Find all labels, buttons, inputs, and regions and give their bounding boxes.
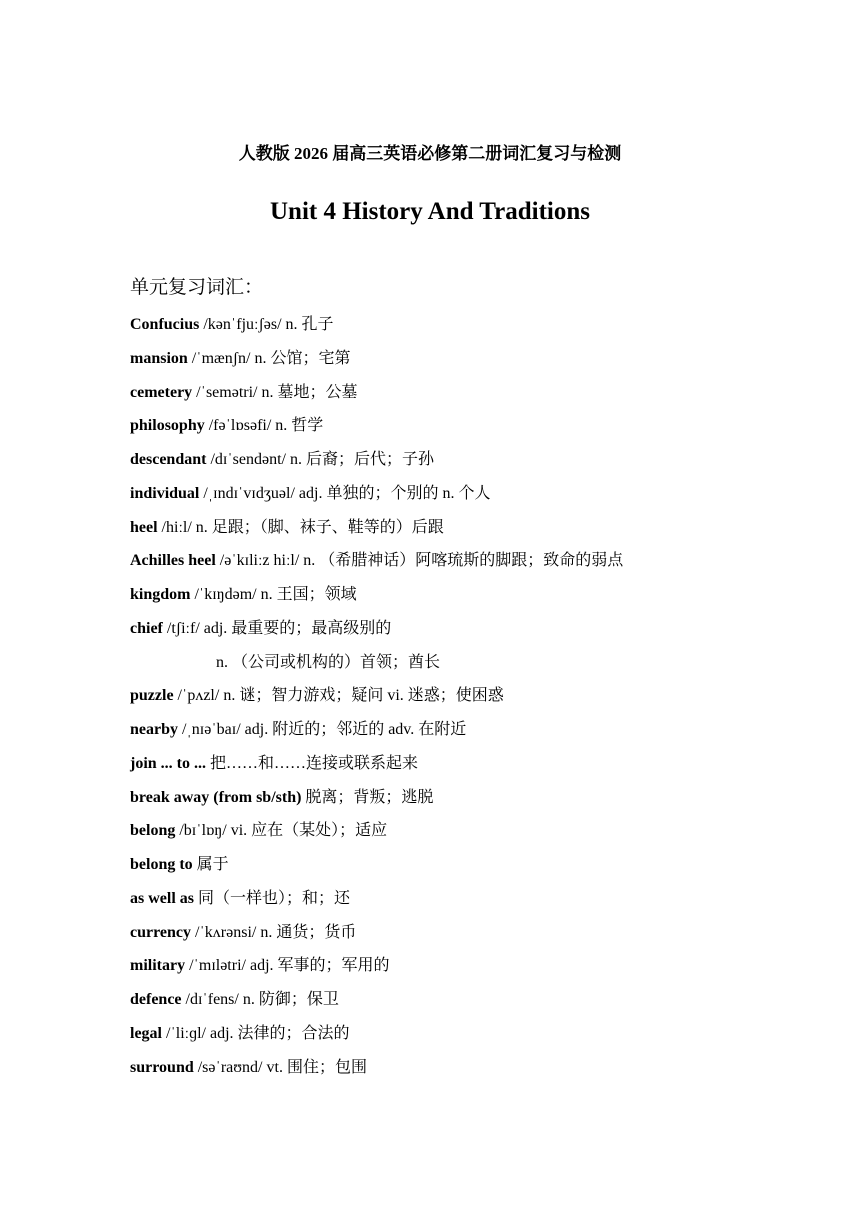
vocab-word: philosophy (130, 417, 205, 435)
vocab-entry (130, 516, 830, 550)
vocab-entry (130, 583, 830, 617)
vocab-entry (130, 448, 830, 482)
vocab-word: military (130, 957, 186, 975)
vocab-entry (130, 381, 830, 415)
vocab-entry (130, 853, 830, 887)
vocab-entry (130, 954, 830, 988)
vocab-word: nearby (130, 721, 178, 738)
vocab-entry (130, 482, 830, 516)
vocab-definition: 同（一样也）；和；还 (194, 889, 351, 907)
vocab-definition: /ˌɪndɪˈvɪdʒuəl/ adj. 单独的；个别的 n. 个人 (199, 484, 491, 502)
vocab-word: as well as (130, 889, 194, 907)
vocab-word: Confucius (130, 316, 200, 333)
vocab-entry (130, 1022, 830, 1056)
unit-title: Unit 4 History And Traditions (270, 198, 590, 225)
vocab-entry (130, 786, 830, 820)
vocab-definition: /səˈraʊnd/ vt. 围住；包围 (193, 1058, 367, 1076)
vocab-entry (130, 414, 830, 448)
vocab-definition: /fəˈlɒsəfi/ n. 哲学 (204, 417, 324, 435)
vocab-word: mansion (130, 349, 188, 367)
vocab-word: belong (130, 822, 176, 840)
vocab-definition: 属于 (192, 856, 229, 873)
vocab-entry (130, 887, 830, 921)
vocab-definition: /ˈsemətri/ n. 墓地；公墓 (192, 383, 358, 401)
vocab-entry (130, 617, 830, 651)
vocab-entry (130, 921, 830, 955)
vocab-word: descendant (130, 451, 207, 468)
vocab-definition: /tʃiːf/ adj. 最重要的；最高级别的 (162, 619, 392, 637)
vocab-definition: /hiːl/ n. 足跟；（脚、袜子、鞋等的）后跟 (157, 518, 444, 536)
vocab-word: kingdom (130, 586, 191, 603)
vocab-word: defence (130, 991, 182, 1008)
vocab-entry (130, 313, 830, 347)
vocab-definition: 把……和……连接或联系起来 (206, 754, 419, 772)
vocab-word: currency (130, 923, 192, 941)
vocab-definition: /kənˈfjuːʃəs/ n. 孔子 (199, 316, 334, 333)
vocab-word: break away (from sb/sth) (130, 788, 302, 806)
vocab-definition: /ˈmɪlətri/ adj. 军事的；军用的 (185, 957, 390, 975)
vocab-entry (130, 684, 830, 718)
vocabulary-list (130, 313, 830, 1089)
vocab-definition: /ˈkɪŋdəm/ n. 王国；领域 (190, 586, 357, 603)
vocab-entry-continuation (130, 651, 830, 685)
vocab-definition: /ˈpʌzl/ n. 谜；智力游戏；疑问 vi. 迷惑；使困惑 (173, 687, 504, 705)
vocab-word: cemetery (130, 383, 193, 401)
vocab-definition: 脱离；背叛；逃脱 (301, 788, 434, 806)
vocab-entry (130, 752, 830, 786)
vocab-definition: /dɪˈfens/ n. 防御；保卫 (181, 991, 339, 1008)
vocab-word: individual (130, 484, 200, 502)
vocab-entry (130, 988, 830, 1022)
vocab-definition: /bɪˈlɒŋ/ vi. 应在（某处）；适应 (175, 822, 388, 840)
vocab-entry (130, 549, 830, 583)
vocab-definition: /ˌnɪəˈbaɪ/ adj. 附近的；邻近的 adv. 在附近 (178, 721, 467, 738)
vocab-definition: /əˈkɪliːz hiːl/ n. （希腊神话）阿喀琉斯的脚跟；致命的弱点 (215, 552, 624, 570)
section-heading: 单元复习词汇： (130, 276, 264, 298)
vocab-word: surround (130, 1058, 194, 1076)
vocab-word: puzzle (130, 687, 174, 705)
vocab-word: join ... to ... (130, 754, 206, 772)
vocab-word: chief (130, 619, 163, 637)
vocab-word: legal (130, 1024, 162, 1042)
vocab-definition: /ˈmænʃn/ n. 公馆；宅第 (187, 349, 351, 367)
vocab-entry (130, 718, 830, 752)
vocab-word: belong to (130, 856, 193, 873)
vocab-definition: /ˈliːɡl/ adj. 法律的；合法的 (162, 1024, 350, 1042)
vocab-word: heel (130, 518, 158, 536)
document-title: 人教版 2026 届高三英语必修第二册词汇复习与检测 (238, 144, 622, 163)
vocab-definition: n. （公司或机构的）首领；酋长 (216, 653, 441, 671)
vocab-entry (130, 347, 830, 381)
vocab-definition: /dɪˈsendənt/ n. 后裔；后代；子孙 (206, 451, 434, 468)
vocab-entry (130, 1056, 830, 1090)
vocab-entry (130, 819, 830, 853)
vocab-definition: /ˈkʌrənsi/ n. 通货；货币 (191, 923, 357, 941)
vocab-word: Achilles heel (130, 552, 216, 570)
